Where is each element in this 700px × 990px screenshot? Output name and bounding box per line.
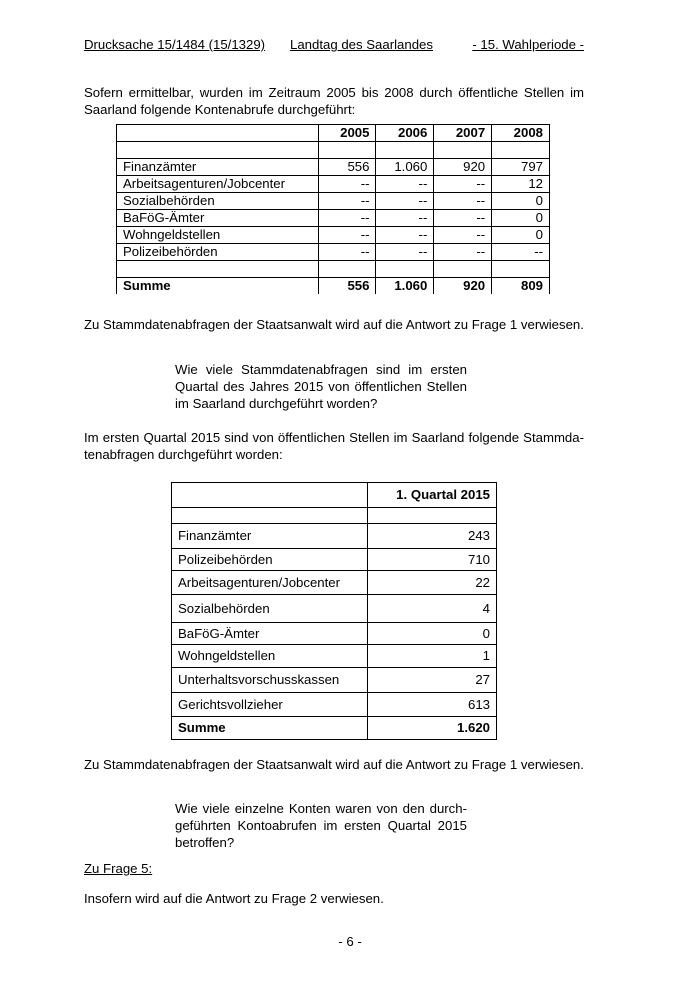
table-sum-row xyxy=(172,717,497,740)
question-line: Quartal des Jahres 2015 von öffentlichen Stellen xyxy=(175,379,467,394)
table-cell: -- xyxy=(376,193,434,210)
row-label: Arbeitsagenturen/Jobcenter xyxy=(172,571,368,595)
table-row xyxy=(117,193,550,210)
row-label: Finanzämter xyxy=(172,524,368,549)
table-cell: -- xyxy=(318,193,376,210)
table-cell xyxy=(376,261,434,278)
table-cell xyxy=(434,142,492,159)
table-cell: -- xyxy=(318,176,376,193)
table-spacer-row xyxy=(117,142,550,159)
table-cell: 556 xyxy=(318,278,376,295)
table-cell: 613 xyxy=(367,693,496,717)
table-row xyxy=(172,645,497,668)
table-cell: -- xyxy=(434,210,492,227)
note-paragraph: Zu Stammdatenabfragen der Staatsanwalt wird auf die Antwort zu Frage 1 verwiesen. xyxy=(84,317,584,332)
table-cell: 1 xyxy=(367,645,496,668)
row-label: Wohngeldstellen xyxy=(172,645,368,668)
table-cell: 0 xyxy=(367,623,496,645)
question-line: betroffen? xyxy=(175,835,235,850)
intro-paragraph xyxy=(84,84,584,118)
row-label: BaFöG-Ämter xyxy=(172,623,368,645)
row-label: Sozialbehörden xyxy=(172,595,368,623)
question-block xyxy=(175,800,467,851)
table-cell: 797 xyxy=(492,159,550,176)
table-cell xyxy=(492,261,550,278)
year-header: 2008 xyxy=(492,125,550,142)
row-label: Polizeibehörden xyxy=(117,244,319,261)
table-row xyxy=(172,524,497,549)
answer-line: Im ersten Quartal 2015 sind von öffentlichen Stellen im Saarland folgende Stammda- xyxy=(84,430,584,445)
table-cell: -- xyxy=(376,210,434,227)
section-heading: Zu Frage 5: xyxy=(84,861,153,876)
table-cell: 27 xyxy=(367,668,496,693)
row-label: Gerichtsvollzieher xyxy=(172,693,368,717)
quarter-header: 1. Quartal 2015 xyxy=(367,483,496,508)
table-cell: 0 xyxy=(492,193,550,210)
table-cell xyxy=(117,142,319,159)
answer-paragraph: Insofern wird auf die Antwort zu Frage 2 verwiesen. xyxy=(84,891,384,906)
header-document-number: Drucksache 15/1484 (15/1329) xyxy=(84,37,266,52)
header-period: - 15. Wahlperiode - xyxy=(472,37,584,52)
table-cell xyxy=(492,142,550,159)
table-cell xyxy=(318,261,376,278)
row-label: Sozialbehörden xyxy=(117,193,319,210)
answer-paragraph xyxy=(84,429,584,463)
table-row xyxy=(117,159,550,176)
question-line: im Saarland durchgeführt worden? xyxy=(175,396,378,411)
account-retrievals-table xyxy=(116,124,550,294)
table-cell: 0 xyxy=(492,210,550,227)
table-cell: 1.060 xyxy=(376,278,434,295)
year-header: 2006 xyxy=(376,125,434,142)
table-cell: 4 xyxy=(367,595,496,623)
question-block xyxy=(175,361,467,412)
table-cell: 22 xyxy=(367,571,496,595)
table-cell xyxy=(376,142,434,159)
answer-line: tenabfragen durchgeführt worden: xyxy=(84,447,283,462)
table-cell xyxy=(367,508,496,524)
table-cell: 1.060 xyxy=(376,159,434,176)
table-cell: -- xyxy=(492,244,550,261)
table-spacer-row xyxy=(117,261,550,278)
year-header: 2005 xyxy=(318,125,376,142)
intro-line: Saarland folgende Kontenabrufe durchgeführt: xyxy=(84,102,356,117)
row-label: Summe xyxy=(172,717,368,740)
table-row xyxy=(172,571,497,595)
table-cell: 710 xyxy=(367,549,496,571)
question-line: Wie viele einzelne Konten waren von den durch- xyxy=(175,801,467,816)
table-cell: -- xyxy=(376,244,434,261)
question-line: Wie viele Stammdatenabfragen sind im ersten xyxy=(175,362,467,377)
table-row xyxy=(117,244,550,261)
table-cell xyxy=(434,261,492,278)
table-cell: -- xyxy=(376,227,434,244)
row-label: BaFöG-Ämter xyxy=(117,210,319,227)
table-cell xyxy=(172,508,368,524)
note-paragraph: Zu Stammdatenabfragen der Staatsanwalt wird auf die Antwort zu Frage 1 verwiesen. xyxy=(84,757,584,772)
row-label: Unterhaltsvorschusskassen xyxy=(172,668,368,693)
row-label: Summe xyxy=(117,278,319,295)
table-cell xyxy=(117,261,319,278)
table-row xyxy=(172,668,497,693)
table-cell: -- xyxy=(376,176,434,193)
row-label: Arbeitsagenturen/Jobcenter xyxy=(117,176,319,193)
row-label: Finanzämter xyxy=(117,159,319,176)
table-row xyxy=(172,623,497,645)
table-cell: 1.620 xyxy=(367,717,496,740)
table-cell: -- xyxy=(434,227,492,244)
year-header: 2007 xyxy=(434,125,492,142)
intro-line: Sofern ermittelbar, wurden im Zeitraum 2005 bis 2008 durch öffentliche Stellen im xyxy=(84,85,584,100)
table-cell: -- xyxy=(434,193,492,210)
table-cell: -- xyxy=(434,244,492,261)
table-cell: 12 xyxy=(492,176,550,193)
table-cell: 243 xyxy=(367,524,496,549)
table-cell: 920 xyxy=(434,159,492,176)
table-cell: -- xyxy=(318,227,376,244)
table-cell: 556 xyxy=(318,159,376,176)
master-data-queries-table xyxy=(171,482,497,740)
question-line: geführten Kontoabrufen im ersten Quartal 2015 xyxy=(175,818,467,833)
table-cell: 920 xyxy=(434,278,492,295)
page-header xyxy=(84,37,584,55)
page-number: - 6 - xyxy=(338,934,362,949)
row-label: Wohngeldstellen xyxy=(117,227,319,244)
table-row xyxy=(172,595,497,623)
table-cell: 809 xyxy=(492,278,550,295)
table-header-row xyxy=(117,125,550,142)
table-cell: -- xyxy=(434,176,492,193)
table-row xyxy=(172,549,497,571)
table-cell xyxy=(117,125,319,142)
table-cell: -- xyxy=(318,244,376,261)
table-row xyxy=(172,693,497,717)
table-cell: -- xyxy=(318,210,376,227)
table-cell: 0 xyxy=(492,227,550,244)
table-row xyxy=(117,210,550,227)
table-spacer-row xyxy=(172,508,497,524)
table-row xyxy=(117,227,550,244)
header-parliament: Landtag des Saarlandes xyxy=(290,37,433,52)
table-header-row xyxy=(172,483,497,508)
table-cell xyxy=(318,142,376,159)
table-sum-row xyxy=(117,278,550,295)
table-row xyxy=(117,176,550,193)
row-label: Polizeibehörden xyxy=(172,549,368,571)
table-cell xyxy=(172,483,368,508)
